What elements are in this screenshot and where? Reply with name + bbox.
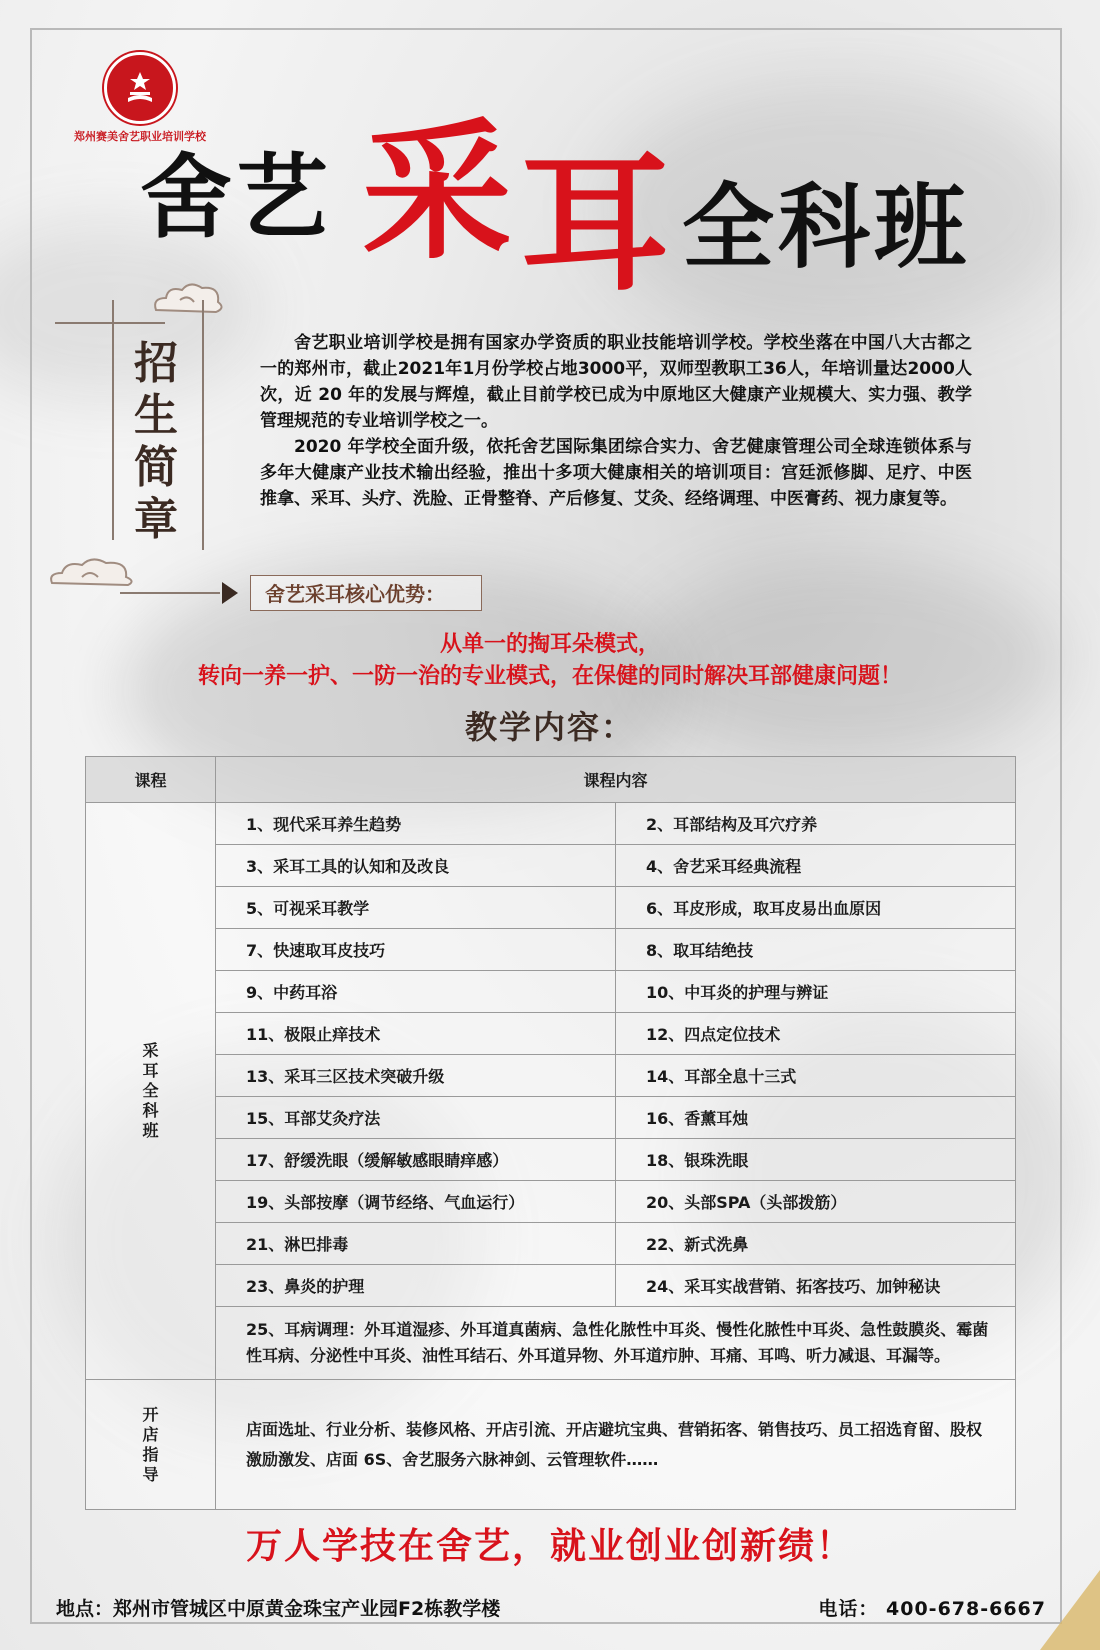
school-name: 郑州赛美舍艺职业培训学校 — [74, 130, 206, 143]
course-item: 2、耳部结构及耳穴疗养 — [616, 803, 1016, 845]
side-title-char: 章 — [134, 494, 178, 545]
side-title — [126, 338, 186, 546]
side-title-char: 招 — [134, 338, 178, 389]
arrow-right-icon — [222, 582, 238, 604]
title-red2: 耳 — [520, 138, 671, 312]
course-item: 14、耳部全息十三式 — [616, 1055, 1016, 1097]
deco-line — [202, 300, 204, 550]
category-caier — [86, 803, 216, 1380]
teaching-title: 教学内容： — [464, 708, 635, 746]
header-content: 课程内容 — [216, 757, 1016, 803]
table-row — [86, 1181, 1016, 1223]
course-item: 8、取耳结绝技 — [616, 929, 1016, 971]
course-item: 23、鼻炎的护理 — [216, 1265, 616, 1307]
header-course: 课程 — [86, 757, 216, 803]
intro-text — [260, 330, 972, 512]
intro-paragraph-2: 2020 年学校全面升级，依托舍艺国际集团综合实力、舍艺健康管理公司全球连锁体系与多年大健康产业技术输出经验，推出十多项大健康相关的培训项目：宫廷派修脚、足疗、中医推拿、采耳、头疗、洗脸、正骨整脊、产后修复、艾灸、经络调理、中医膏药、视力康复等。 — [260, 437, 972, 509]
address: 地点：郑州市管城区中原黄金珠宝产业园F2栋教学楼 — [56, 1598, 501, 1620]
side-title-char: 简 — [134, 442, 178, 493]
course-item: 5、可视采耳教学 — [216, 887, 616, 929]
table-row — [86, 1380, 1016, 1510]
advantage-label: 舍艺采耳核心优势： — [250, 575, 482, 611]
side-title-char: 生 — [134, 390, 178, 441]
deco-line — [120, 592, 220, 594]
table-row — [86, 887, 1016, 929]
table-row — [86, 929, 1016, 971]
category-caier-label: 采耳全科班 — [142, 1041, 159, 1140]
table-row — [86, 1139, 1016, 1181]
title-red1: 采 — [362, 106, 513, 280]
table-row — [86, 803, 1016, 845]
course-item: 17、舒缓洗眼（缓解敏感眼睛痒感） — [216, 1139, 616, 1181]
slogan-line-2: 转向一养一护、一防一治的专业模式，在保健的同时解决耳部健康问题！ — [197, 664, 902, 689]
course-item: 24、采耳实战营销、拓客技巧、加钟秘诀 — [616, 1265, 1016, 1307]
table-row — [86, 1097, 1016, 1139]
shop-guidance-content: 店面选址、行业分析、装修风格、开店引流、开店避坑宝典、营销拓客、销售技巧、员工招选育留、股权激励激发、店面 6S、舍艺服务六脉神剑、云管理软件…… — [216, 1380, 1016, 1510]
cloud-icon — [48, 553, 138, 595]
course-item: 10、中耳炎的护理与辨证 — [616, 971, 1016, 1013]
cloud-icon — [150, 278, 226, 322]
phone: 电话： 400-678-6667 — [818, 1598, 1046, 1620]
course-item: 16、香薰耳烛 — [616, 1097, 1016, 1139]
course-item: 19、头部按摩（调节经络、气血运行） — [216, 1181, 616, 1223]
course-item: 9、中药耳浴 — [216, 971, 616, 1013]
course-item: 6、耳皮形成，取耳皮易出血原因 — [616, 887, 1016, 929]
table-row — [86, 1013, 1016, 1055]
table-row — [86, 1307, 1016, 1380]
intro-paragraph-1: 舍艺职业培训学校是拥有国家办学资质的职业技能培训学校。学校坐落在中国八大古都之一的郑州市，截止2021年1月份学校占地3000平，双师型教职工36人，年培训量达2000人次，近 20 年的发展与辉煌，截止目前学校已成为中原地区大健康产业规模大、实力强、教学管理规范的专业培训学校之一。 — [260, 333, 972, 431]
course-item: 18、银珠洗眼 — [616, 1139, 1016, 1181]
course-item: 21、淋巴排毒 — [216, 1223, 616, 1265]
table-row — [86, 1265, 1016, 1307]
bottom-slogan: 万人学技在舍艺，就业创业创新绩！ — [245, 1526, 854, 1567]
table-header-row — [86, 757, 1016, 803]
deco-line — [112, 300, 114, 540]
category-shop-label: 开店指导 — [142, 1404, 159, 1484]
gold-corner-decoration — [1040, 1570, 1100, 1650]
course-item: 3、采耳工具的认知和及改良 — [216, 845, 616, 887]
title-part2: 全科班 — [682, 174, 971, 281]
title-part1: 舍艺 — [140, 144, 333, 251]
course-item: 11、极限止痒技术 — [216, 1013, 616, 1055]
table-row — [86, 1055, 1016, 1097]
course-item: 7、快速取耳皮技巧 — [216, 929, 616, 971]
table-row — [86, 845, 1016, 887]
course-item-ear-disease: 25、耳病调理：外耳道湿疹、外耳道真菌病、急性化脓性中耳炎、慢性化脓性中耳炎、急性鼓膜炎、霉菌性耳病、分泌性中耳炎、油性耳结石、外耳道异物、外耳道疖肿、耳痛、耳鸣、听力减退、耳漏等。 — [216, 1307, 1016, 1380]
slogan-line-1: 从单一的掏耳朵模式， — [439, 632, 660, 657]
category-shop — [86, 1380, 216, 1510]
course-item: 4、舍艺采耳经典流程 — [616, 845, 1016, 887]
course-item: 15、耳部艾灸疗法 — [216, 1097, 616, 1139]
course-item: 22、新式洗鼻 — [616, 1223, 1016, 1265]
course-table — [85, 756, 1016, 1510]
table-row — [86, 971, 1016, 1013]
course-item: 20、头部SPA（头部拨筋） — [616, 1181, 1016, 1223]
table-row — [86, 1223, 1016, 1265]
deco-line — [55, 322, 165, 324]
course-item: 13、采耳三区技术突破升级 — [216, 1055, 616, 1097]
course-item: 12、四点定位技术 — [616, 1013, 1016, 1055]
course-item: 1、现代采耳养生趋势 — [216, 803, 616, 845]
